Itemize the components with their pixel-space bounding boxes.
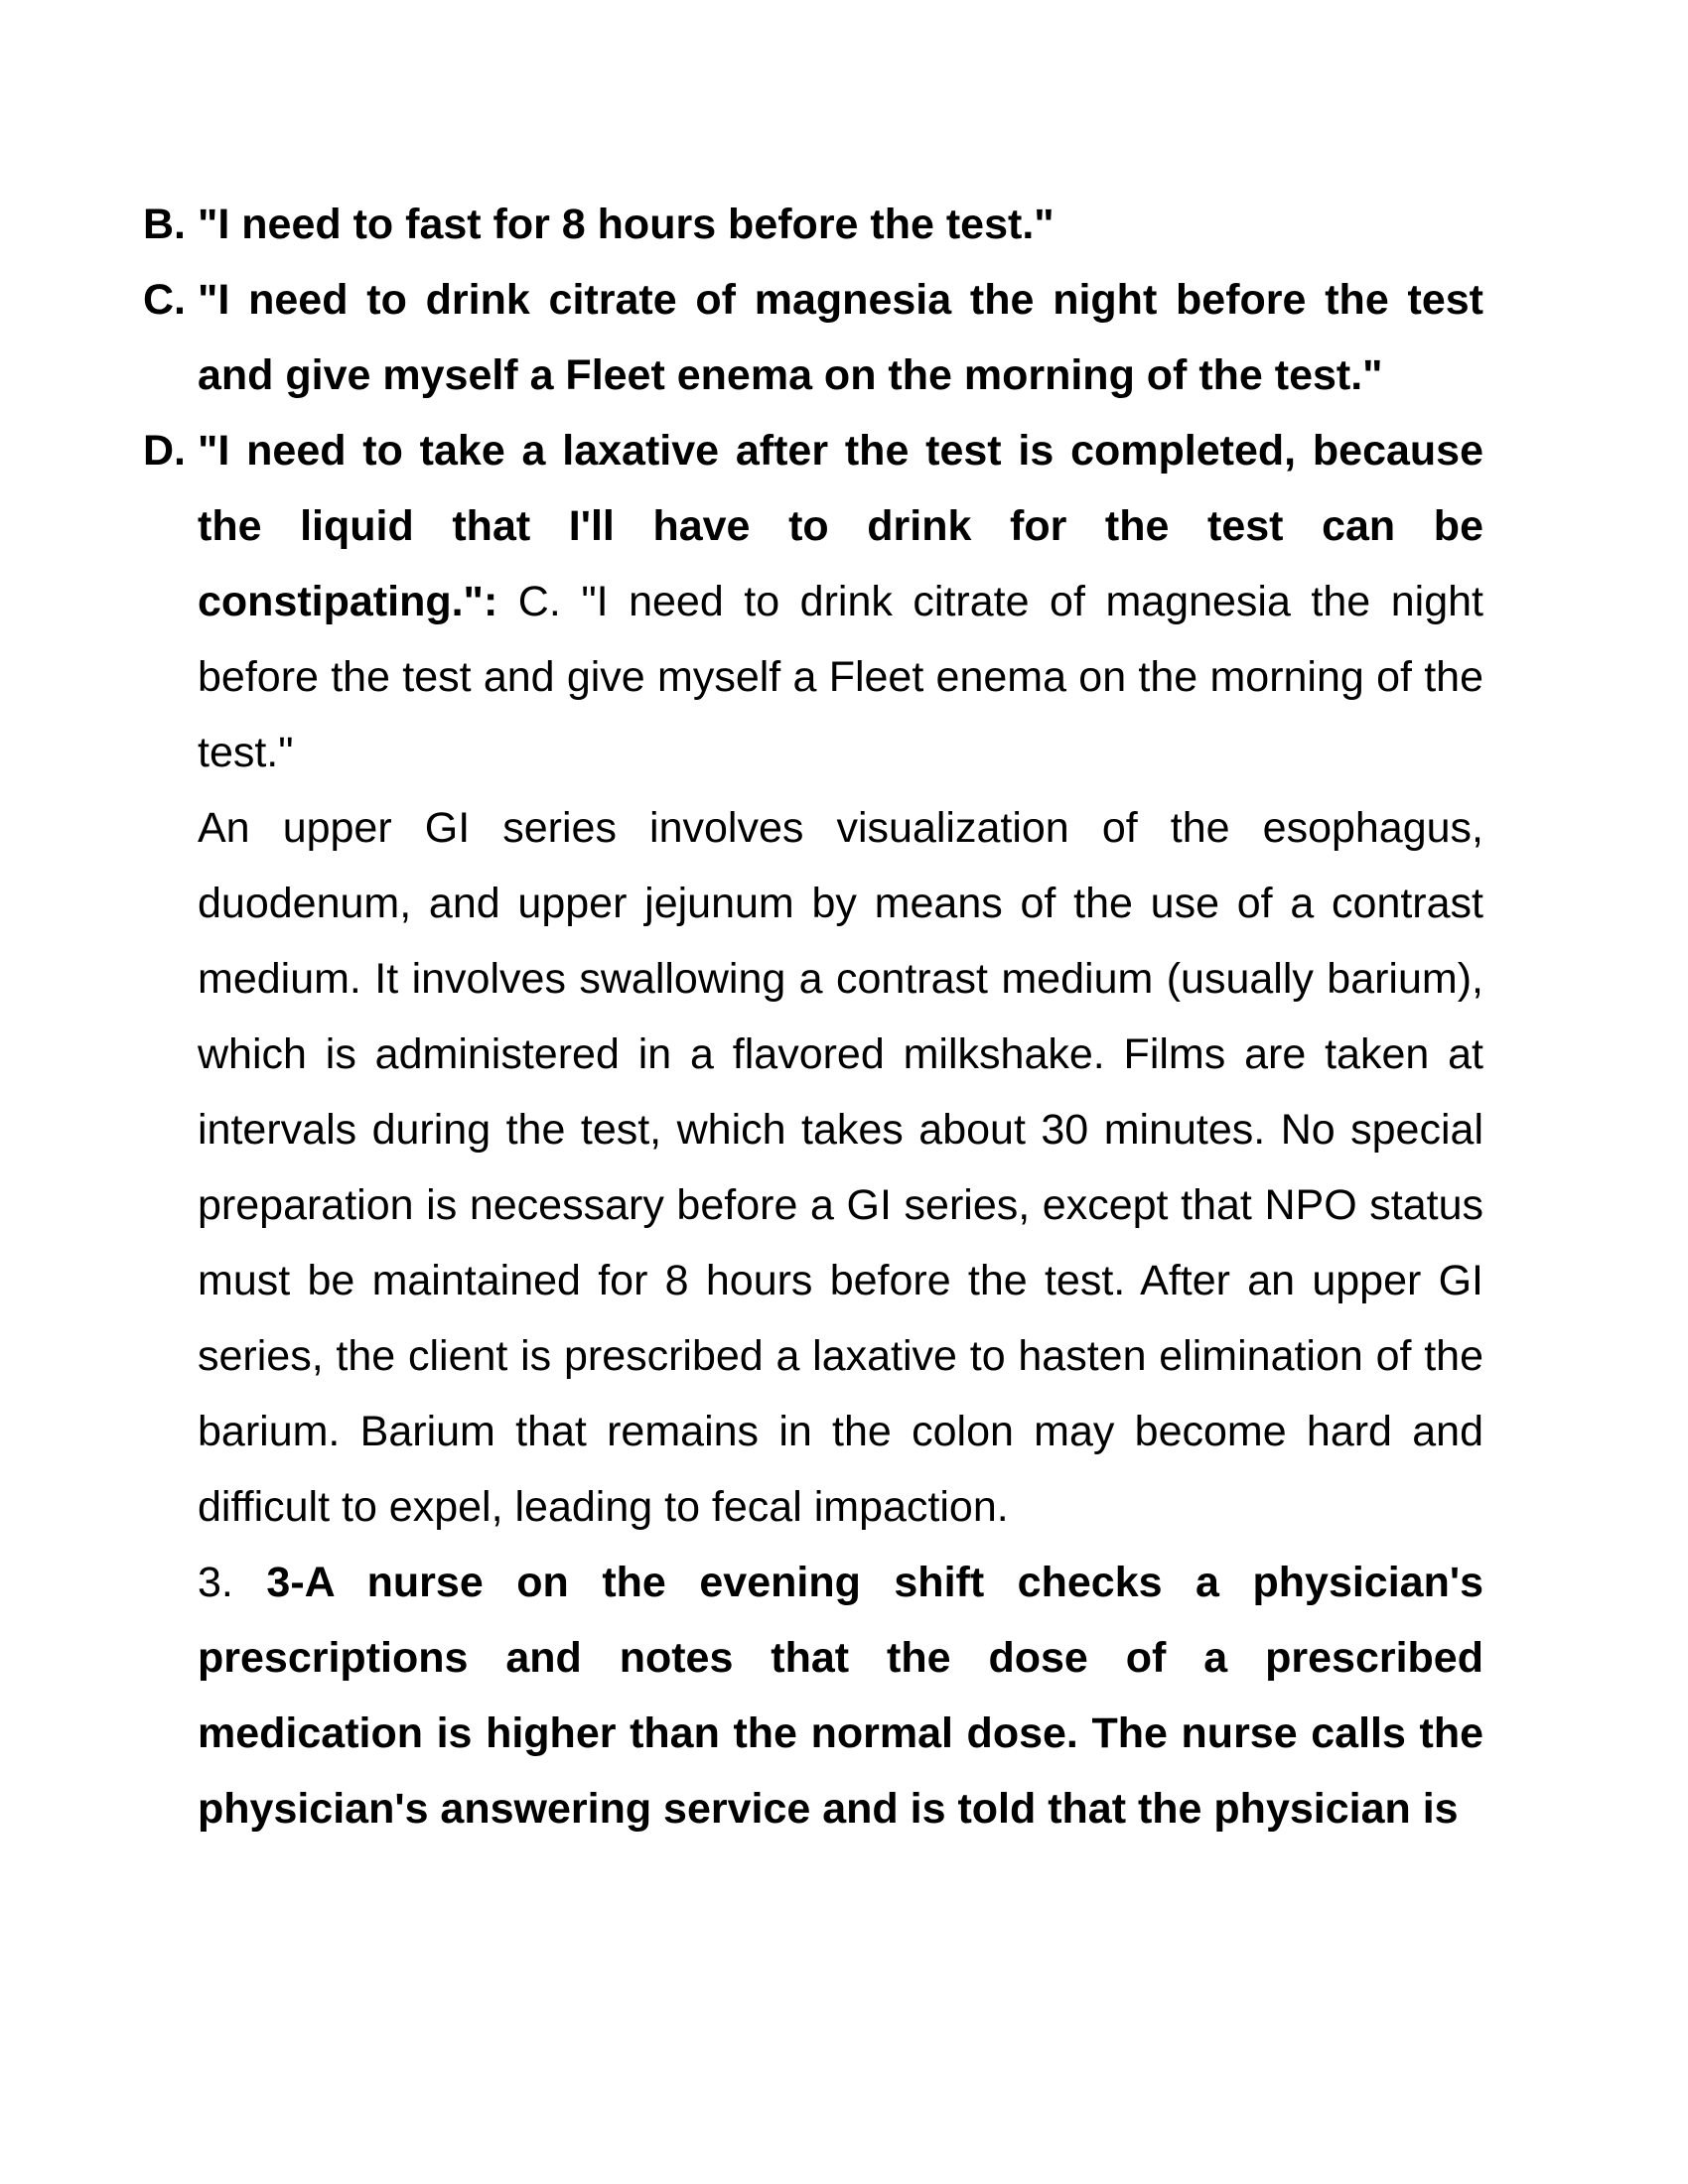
option-letter: D. <box>143 427 186 475</box>
question-text: 3-A nurse on the evening shift checks a physician's prescriptions and notes that the dose of a prescribed medication is higher than the normal dose. The nurse calls the physician's answering service and is told that the physician is <box>198 1559 1483 1833</box>
option-d <box>143 413 1483 790</box>
option-letter: C. <box>143 276 186 324</box>
option-text: "I need to drink citrate of magnesia the night before the test and give myself a Fleet enema on the morning of the test." <box>198 276 1483 399</box>
option-text: "I need to take a laxative after the test is completed, because the liquid that I'll have to drink for the test can be constipating.": <box>198 427 1483 625</box>
option-b <box>143 187 1483 262</box>
option-letter: B. <box>143 201 186 248</box>
explanation-paragraph: An upper GI series involves visualization of the esophagus, duodenum, and upper jejunum by means of the use of a contrast medium. It involves swallowing a contrast medium (usually barium), which is administered in a flavored milkshake. Films are taken at intervals during the test, which takes about 30 minutes. No special preparation is necessary before a GI series, except that NPO status must be maintained for 8 hours before the test. After an upper GI series, the client is prescribed a laxative to hasten elimination of the barium. Barium that remains in the colon may become hard and difficult to expel, leading to fecal impaction. <box>198 804 1483 1531</box>
answer-text: C. "I need to drink citrate of magnesia the night before the test and give myself a Fleet enema on the morning of the test." <box>198 578 1483 776</box>
question-number: 3. <box>198 1559 233 1606</box>
option-text: "I need to fast for 8 hours before the test." <box>198 201 1055 248</box>
document-content <box>143 187 1483 1846</box>
option-c <box>143 262 1483 413</box>
next-question <box>143 1545 1483 1846</box>
